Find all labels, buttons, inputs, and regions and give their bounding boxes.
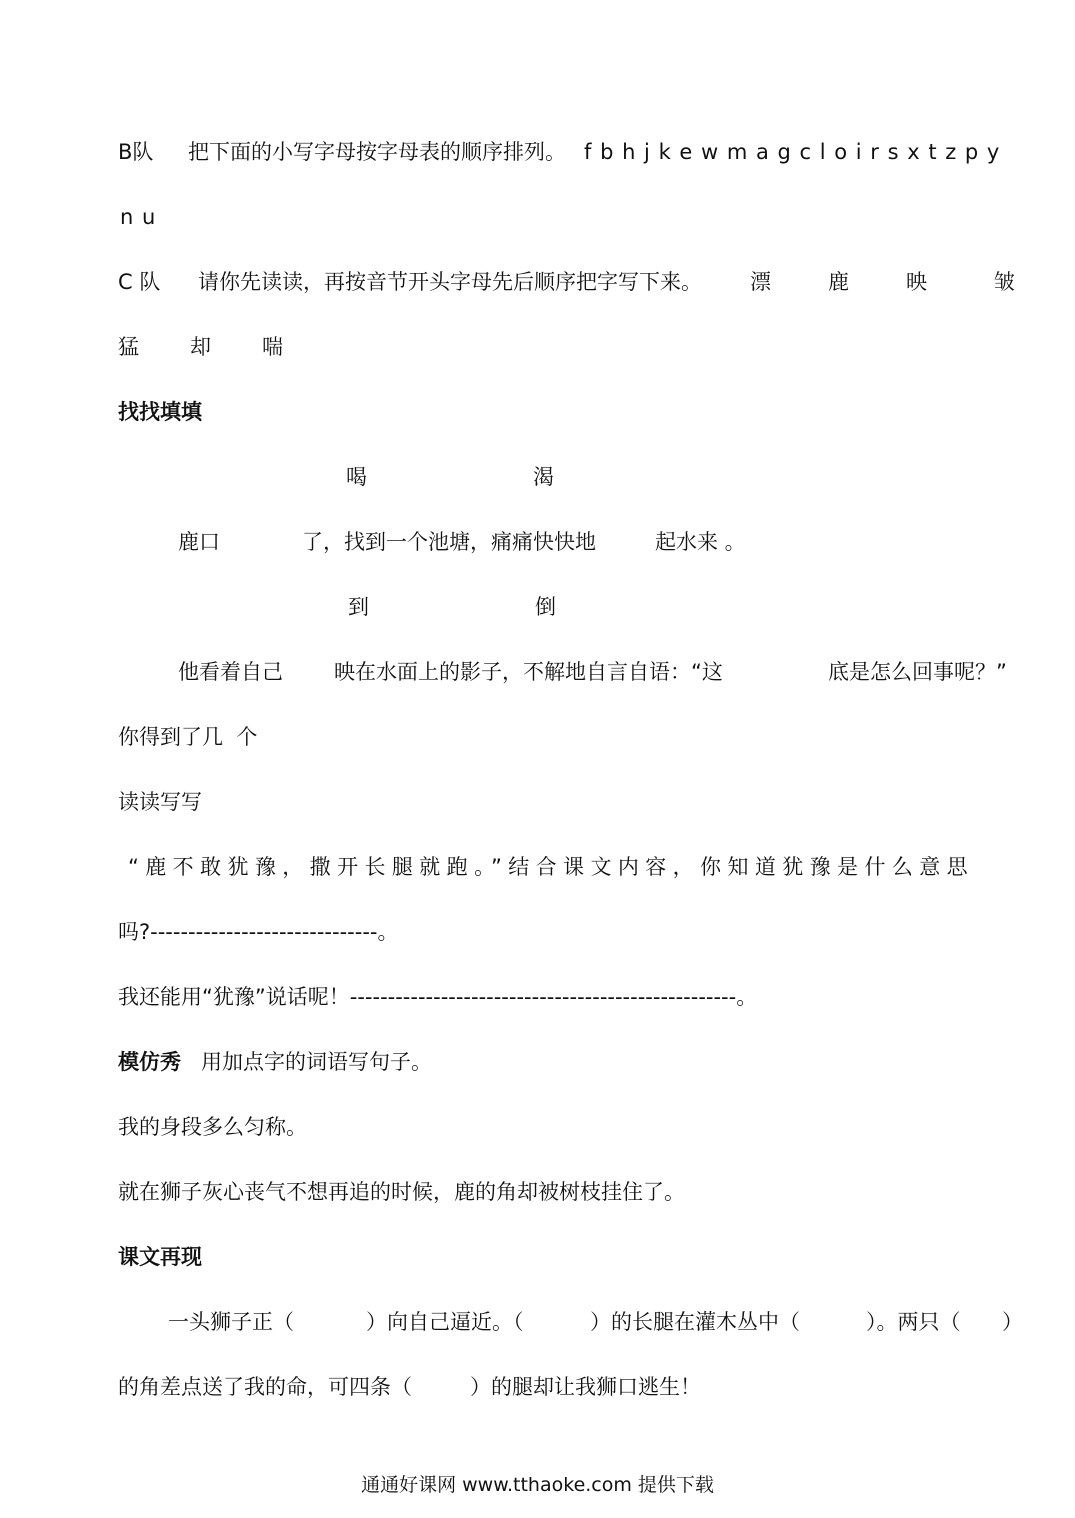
c-team-char: 鹿 bbox=[828, 270, 849, 294]
footer-text: 通通好课网 www.tthaoke.com 提供下载 bbox=[361, 1474, 714, 1496]
recall-text-part: ） bbox=[1002, 1310, 1023, 1334]
find-fill-option: 渴 bbox=[533, 465, 554, 489]
imitate-title: 模仿秀 bbox=[118, 1050, 181, 1074]
find-fill-sentence-part: 映在水面上的影子，不解地自言自语：“这 bbox=[334, 660, 723, 684]
recall-text-part: ）的长腿在灌木丛中（ bbox=[590, 1310, 800, 1334]
c-team-char: 漂 bbox=[750, 270, 771, 294]
find-fill-sentence-part: 起水来 。 bbox=[655, 530, 746, 554]
imitate-sentence: 我的身段多么匀称。 bbox=[118, 1115, 307, 1139]
score-text: 你得到了几 个 bbox=[118, 725, 258, 749]
find-fill-option: 到 bbox=[348, 595, 369, 619]
find-fill-option: 喝 bbox=[346, 465, 367, 489]
find-fill-sentence-part: 底是怎么回事呢？” bbox=[828, 660, 1007, 684]
read-write-question: “鹿不敢犹豫，撒开长腿就跑。”结合课文内容，你知道犹豫是什么意思 bbox=[128, 855, 975, 879]
b-team-instruction: 把下面的小写字母按字母表的顺序排列。 bbox=[188, 140, 566, 164]
read-write-question-continued: 吗?------------------------------。 bbox=[118, 920, 399, 944]
recall-title: 课文再现 bbox=[118, 1245, 202, 1269]
b-team-label: B队 bbox=[118, 140, 154, 164]
recall-text-part: 一头狮子正（ bbox=[168, 1310, 294, 1334]
c-team-char: 喘 bbox=[262, 335, 283, 359]
recall-text-part: ）的腿却让我狮口逃生！ bbox=[470, 1375, 701, 1399]
c-team-label: C 队 bbox=[118, 270, 161, 294]
recall-text-part: 的角差点送了我的命，可四条（ bbox=[118, 1375, 412, 1399]
find-fill-sentence-part: 他看着自己 bbox=[178, 660, 283, 684]
c-team-char: 映 bbox=[906, 270, 927, 294]
c-team-char: 却 bbox=[190, 335, 211, 359]
recall-text-part: ）。两只（ bbox=[866, 1310, 961, 1334]
b-team-letters: f b h j k e w m a g c l o i r s x t z p y bbox=[584, 140, 1001, 164]
read-write-title: 读读写写 bbox=[118, 790, 202, 814]
find-fill-option: 倒 bbox=[535, 595, 556, 619]
find-fill-sentence-part: 鹿口 bbox=[178, 530, 220, 554]
imitate-instruction: 用加点字的词语写句子。 bbox=[201, 1050, 432, 1074]
find-fill-sentence-part: 了，找到一个池塘，痛痛快快地 bbox=[302, 530, 596, 554]
c-team-char: 猛 bbox=[118, 335, 139, 359]
b-team-letters-continued: n u bbox=[120, 205, 157, 229]
find-fill-title: 找找填填 bbox=[118, 400, 202, 424]
read-write-practice: 我还能用“犹豫”说话呢！---------------------------------------------------。 bbox=[118, 985, 758, 1009]
c-team-instruction: 请你先读读，再按音节开头字母先后顺序把字写下来。 bbox=[198, 270, 702, 294]
imitate-sentence: 就在狮子灰心丧气不想再追的时候，鹿的角却被树枝挂住了。 bbox=[118, 1180, 685, 1204]
recall-text-part: ）向自己逼近。（ bbox=[366, 1310, 524, 1334]
c-team-char: 皱 bbox=[994, 270, 1015, 294]
